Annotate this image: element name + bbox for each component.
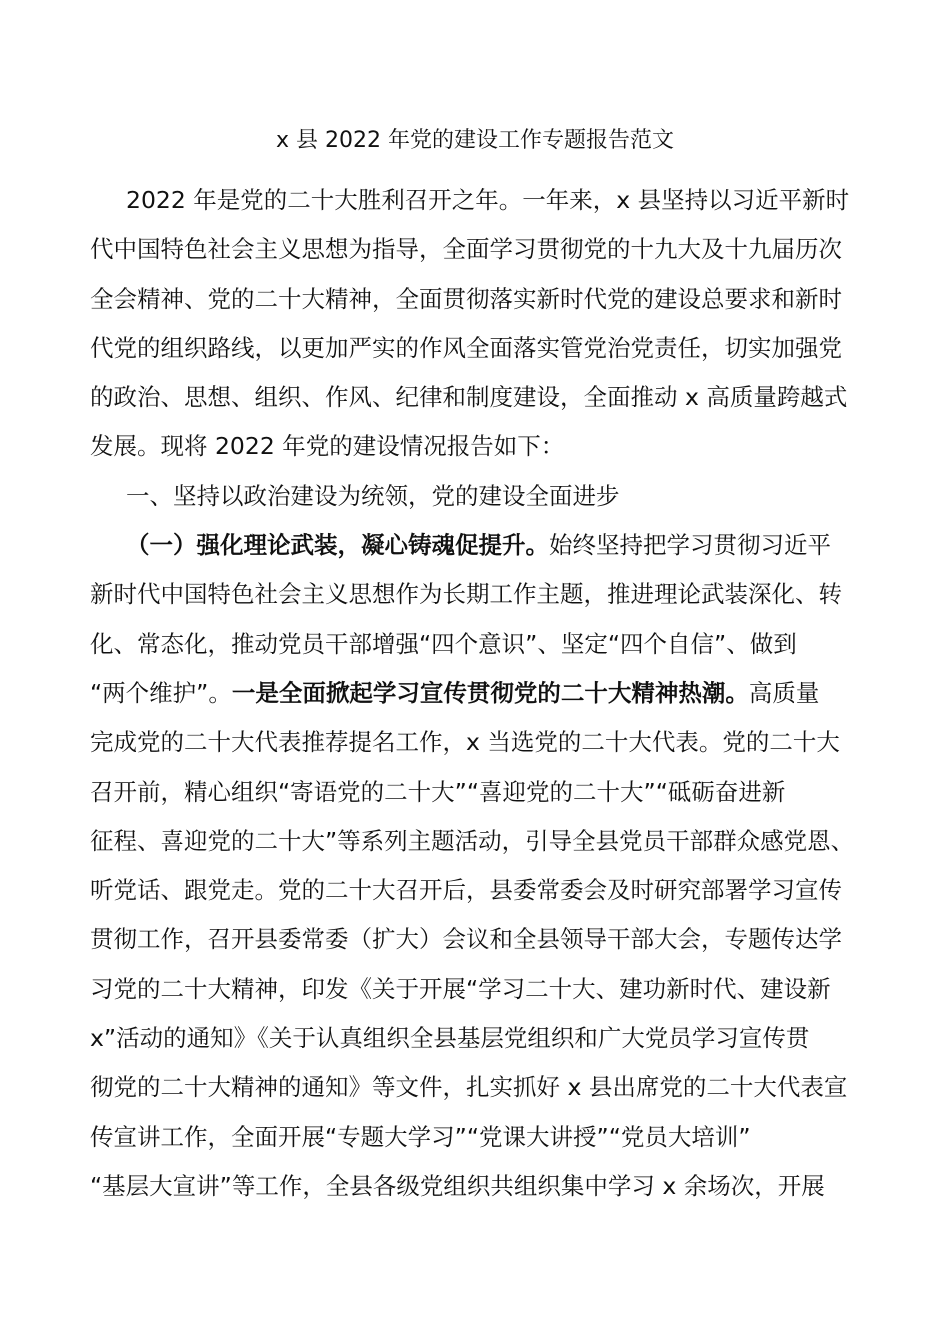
text-segment: 征程、喜迎党的二十大”等系列主题活动，引导全县党员干部群众感党恩、 bbox=[90, 826, 855, 855]
text-segment: 听党话、跟党走。党的二十大召开后，县委常委会及时研究部署学习宣传 bbox=[90, 876, 842, 905]
document-body bbox=[90, 182, 880, 1217]
text-segment: 始终坚持把学习贯彻习近平 bbox=[549, 531, 831, 560]
text-line bbox=[90, 1069, 880, 1118]
text-segment: 的政治、思想、组织、作风、纪律和制度建设，全面推动 x 高质量跨越式 bbox=[90, 383, 848, 412]
text-line bbox=[90, 1020, 880, 1069]
text-line bbox=[90, 576, 880, 625]
text-segment: 化、常态化，推动党员干部增强“四个意识”、坚定“四个自信”、做到 bbox=[90, 629, 797, 658]
text-line bbox=[90, 1119, 880, 1168]
text-line bbox=[90, 921, 880, 970]
document-title: x 县 2022 年党的建设工作专题报告范文 bbox=[276, 128, 674, 153]
text-line bbox=[90, 823, 880, 872]
text-segment: 代党的组织路线，以更加严实的作风全面落实管党治党责任，切实加强党 bbox=[90, 333, 842, 362]
text-segment: 习党的二十大精神，印发《关于开展“学习二十大、建功新时代、建设新 bbox=[90, 974, 831, 1003]
text-line bbox=[90, 182, 880, 231]
text-segment: 新时代中国特色社会主义思想作为长期工作主题，推进理论武装深化、转 bbox=[90, 580, 842, 609]
text-line bbox=[90, 428, 880, 477]
text-segment: “两个维护”。 bbox=[90, 678, 232, 707]
text-segment: “基层大宣讲”等工作，全县各级党组织共组织集中学习 x 余场次，开展 bbox=[90, 1171, 825, 1200]
text-line bbox=[90, 330, 880, 379]
text-line bbox=[90, 281, 880, 330]
text-line bbox=[90, 774, 880, 823]
text-segment: 彻党的二十大精神的通知》等文件，扎实抓好 x 县出席党的二十大代表宣 bbox=[90, 1073, 848, 1102]
text-line bbox=[90, 379, 880, 428]
text-segment: 传宣讲工作，全面开展“专题大学习”“党课大讲授”“党员大培训” bbox=[90, 1122, 751, 1151]
bold-point-heading: 一是全面掀起学习宣传贯彻党的二十大精神热潮。 bbox=[231, 678, 749, 707]
text-segment: 发展。现将 2022 年党的建设情况报告如下： bbox=[90, 432, 565, 461]
text-segment: 代中国特色社会主义思想为指导，全面学习贯彻党的十九大及十九届历次 bbox=[90, 235, 842, 264]
subsection-heading: （一）强化理论武装，凝心铸魂促提升。 bbox=[126, 531, 549, 560]
subsection-heading-line bbox=[90, 527, 880, 576]
text-line bbox=[90, 872, 880, 921]
text-line bbox=[90, 626, 880, 675]
text-segment: 召开前，精心组织“寄语党的二十大”“喜迎党的二十大”“砥砺奋进新 bbox=[90, 777, 786, 806]
text-segment: 高质量 bbox=[748, 678, 820, 707]
text-line bbox=[90, 231, 880, 280]
section-heading bbox=[90, 478, 880, 527]
text-line bbox=[90, 971, 880, 1020]
text-segment: 完成党的二十大代表推荐提名工作，x 当选党的二十大代表。党的二十大 bbox=[90, 728, 840, 757]
text-line bbox=[90, 724, 880, 773]
text-segment: x”活动的通知》《关于认真组织全县基层党组织和广大党员学习宣传贯 bbox=[90, 1024, 810, 1053]
text-segment: 一、坚持以政治建设为统领，党的建设全面进步 bbox=[126, 481, 620, 510]
text-line bbox=[90, 675, 880, 724]
text-segment: 贯彻工作，召开县委常委（扩大）会议和全县领导干部大会，专题传达学 bbox=[90, 925, 842, 954]
text-segment: 2022 年是党的二十大胜利召开之年。一年来，x 县坚持以习近平新时 bbox=[126, 186, 850, 214]
text-line bbox=[90, 1168, 880, 1217]
text-segment: 全会精神、党的二十大精神，全面贯彻落实新时代党的建设总要求和新时 bbox=[90, 284, 842, 313]
